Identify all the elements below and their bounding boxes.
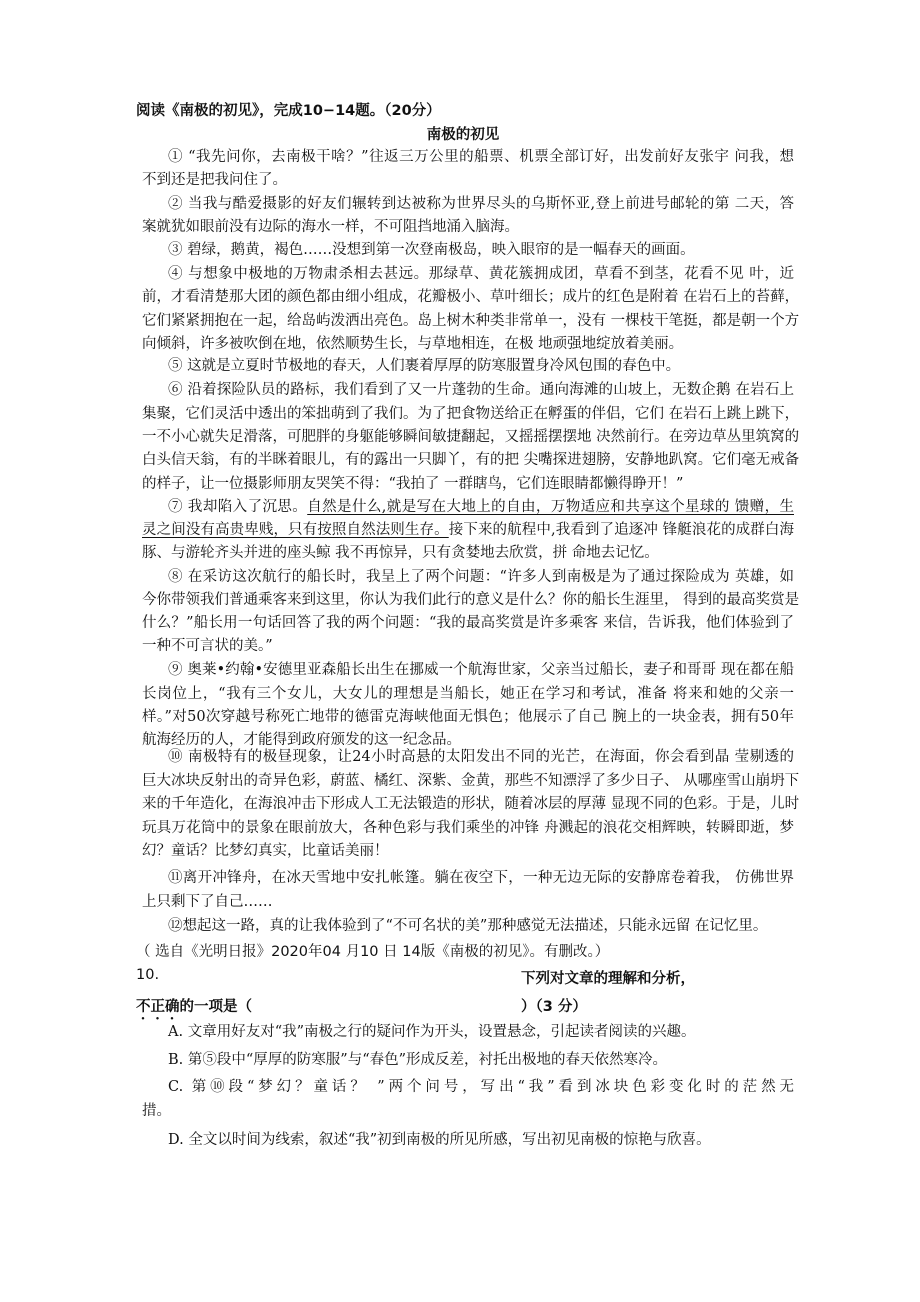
question-score: ）（3 分） bbox=[521, 999, 587, 1015]
option-C: 措。 bbox=[142, 1103, 171, 1119]
paragraph-10-line: 玩具万花筒中的景象在眼前放大，各种色彩与我们乘坐的冲锋 舟溅起的浪花交相辉映，转瞬即逝，梦 bbox=[142, 820, 794, 836]
emphasis-not-correct: 不正确 bbox=[136, 999, 180, 1015]
paragraph-6-line: 一不小心就失足滑落，可肥胖的身躯能够瞬间敏捷翻起，又摇摇摆摆地 决然前行。在旁边草丛里筑窝的 bbox=[142, 429, 800, 445]
paragraph-10-line: 来的千年造化，在海浪冲击下形成人工无法锻造的形状，随着冰层的厚薄 显现不同的色彩。于是，儿时 bbox=[142, 796, 800, 812]
article-title: 南极的初见 bbox=[426, 127, 500, 143]
paragraph-11-line: ⑪离开冲锋舟，在冰天雪地中安扎帐篷。躺在夜空下，一种无边无际的安静席卷着我， 仿佛世界 bbox=[168, 870, 794, 886]
paragraph-5-line: ⑤ 这就是立夏时节极地的春天，人们裹着厚厚的防寒服置身冷风包围的春色中。 bbox=[168, 358, 681, 374]
paragraph-1-line: ① “我先问你，去南极干啥？”往返三万公里的船票、机票全部订好，出发前好友张宇 问我，想 bbox=[168, 149, 794, 165]
paragraph-4-line: ④ 与想象中极地的万物肃杀相去甚远。那绿草、黄花簇拥成团，草看不到茎，花看不见 叶，近 bbox=[168, 266, 794, 282]
paragraph-9-line: ⑨ 奥莱•约翰•安德里亚森船长出生在挪威一个航海世家，父亲当过船长，妻子和哥哥 现在都在船 bbox=[168, 662, 794, 678]
paragraph-9-line: 长岗位上，“我有三个女儿，大女儿的理想是当船长，她正在学习和考试，准备 将来和她的父亲一 bbox=[142, 686, 794, 702]
question-prompt-line2 bbox=[136, 995, 252, 1023]
paragraph-7-line: 豚、与游轮齐头并进的座头鲸 我不再惊异，只有贪婪地去欣赏，拼 命地去记忆。 bbox=[142, 545, 659, 561]
paragraph-2-line: ② 当我与酷爱摄影的好友们辗转到达被称为世界尽头的乌斯怀亚,登上前进号邮轮的第 二天，答 bbox=[168, 196, 794, 212]
source-citation: （ 选自《光明日报》2020年04 月10 日 14版《南极的初见》。有删改。） bbox=[136, 944, 610, 960]
option-B: B. 第⑤段中“厚厚的防寒服”与“春色”形成反差，衬托出极地的春天依然寒冷。 bbox=[168, 1052, 668, 1068]
paragraph-2-line: 案就犹如眼前没有边际的海水一样，不可阻挡地涌入脑海。 bbox=[142, 219, 519, 235]
paragraph-10-line: 巨大冰块反射出的奇异色彩，蔚蓝、橘红、深紫、金黄，那些不知漂浮了多少日子、 从哪座雪山崩坍下 bbox=[142, 773, 800, 789]
paragraph-10-line: 幻？童话？比梦幻真实，比童话美丽！ bbox=[142, 843, 389, 859]
paragraph-1-line: 不到还是把我问住了。 bbox=[142, 172, 287, 188]
paragraph-9-line: 样。”对50次穿越号称死亡地带的德雷克海峡他面无惧色；他展示了自己 腕上的一块金表，拥有50年 bbox=[142, 709, 794, 725]
paragraph-9-line: 航海经历的人，才能得到政府颁发的这一纪念品。 bbox=[142, 732, 461, 748]
question-number: 10. bbox=[136, 967, 160, 983]
paragraph-8-line: 一种不可言状的美。” bbox=[142, 638, 273, 654]
paragraph-6-line: 白头信天翁，有的半眯着眼儿，有的露出一只脚丫，有的把 尖嘴探进翅膀，安静地趴窝。它们毫无戒备 bbox=[142, 452, 800, 468]
paragraph-8-line: 今你带领我们普通乘客来到这里，你认为我们此行的意义是什么？你的船长生涯里， 得到的最高奖赏是 bbox=[142, 592, 800, 608]
question-prompt-cont: 的一项是（ bbox=[179, 999, 252, 1015]
option-D: D. 全文以时间为线索，叙述“我”初到南极的所见所感，写出初见南极的惊艳与欣喜。 bbox=[168, 1132, 711, 1148]
paragraph-11-line: 上只剩下了自己…… bbox=[142, 894, 273, 910]
question-prompt: 下列对文章的理解和分析， bbox=[521, 971, 695, 987]
text-segment: ⑦ 我却陷入了沉思。 bbox=[168, 499, 308, 515]
paragraph-6-line: 的样子，让一位摄影师朋友哭笑不得：“我拍了 一群瞎鸟，它们连眼睛都懒得睁开！” bbox=[142, 476, 684, 492]
paragraph-4-line: 它们紧紧拥抱在一起，给岛屿泼洒出亮色。岛上树木种类非常单一，没有 一棵枝干笔挺，都是朝一个方 bbox=[142, 313, 800, 329]
underlined-sentence: 灵之间没有高贵卑贱，只有按照自然法则生存。 bbox=[142, 522, 449, 538]
text-segment: 接下来的航程中,我看到了追逐冲 锋艇浪花的成群白海 bbox=[448, 522, 795, 538]
paragraph-8-line: 什么？”船长用一句话回答了我的两个问题：“我的最高奖赏是许多乘客 来信，告诉我，他们体验到了 bbox=[142, 615, 794, 631]
paragraph-8-line: ⑧ 在采访这次航行的船长时，我呈上了两个问题：“许多人到南极是为了通过探险成为 英雄，如 bbox=[168, 569, 794, 585]
paragraph-12-line: ⑫想起这一路，真的让我体验到了“不可名状的美”那种感觉无法描述，只能永远留 在记忆里。 bbox=[168, 918, 768, 934]
paragraph-4-line: 前，才看清楚那大团的颜色都由细小组成，花瓣极小、草叶细长；成片的红色是附着 在岩石上的苔藓， bbox=[142, 289, 800, 305]
paragraph-6-line: ⑥ 沿着探险队员的路标，我们看到了又一片蓬勃的生命。通向海滩的山坡上，无数企鹅 在岩石上 bbox=[168, 382, 794, 398]
paragraph-4-line: 向倾斜，许多被吹倒在地，依然顺势生长，与草地相连，在极 地顽强地绽放着美丽。 bbox=[142, 336, 684, 352]
reading-instruction: 阅读《南极的初见》，完成10−14题。（20分） bbox=[136, 103, 441, 119]
option-C: C. 第⑩段“梦幻？童话？ ”两个问号，写出“我”看到冰块色彩变化时的茫然无 bbox=[168, 1079, 794, 1095]
paragraph-7-line bbox=[142, 521, 794, 539]
paragraph-3-line: ③ 碧绿，鹅黄，褐色……没想到第一次登南极岛，映入眼帘的是一幅春天的画面。 bbox=[168, 242, 695, 258]
paragraph-7-line bbox=[142, 498, 794, 516]
paragraph-6-line: 集聚，它们灵活中透出的笨拙萌到了我们。为了把食物送给正在孵蛋的伴侣，它们 在岩石上跳上跳下， bbox=[142, 406, 800, 422]
underlined-sentence: 自然是什么,就是写在大地上的自由，万物适应和共享这个星球的 馈赠，生 bbox=[307, 499, 794, 515]
paragraph-10-line: ⑩ 南极特有的极昼现象，让24小时高悬的太阳发出不同的光芒，在海面，你会看到晶 莹剔透的 bbox=[168, 749, 794, 765]
option-A: A. 文章用好友对“我”南极之行的疑问作为开头，设置悬念，引起读者阅读的兴趣。 bbox=[168, 1024, 696, 1040]
